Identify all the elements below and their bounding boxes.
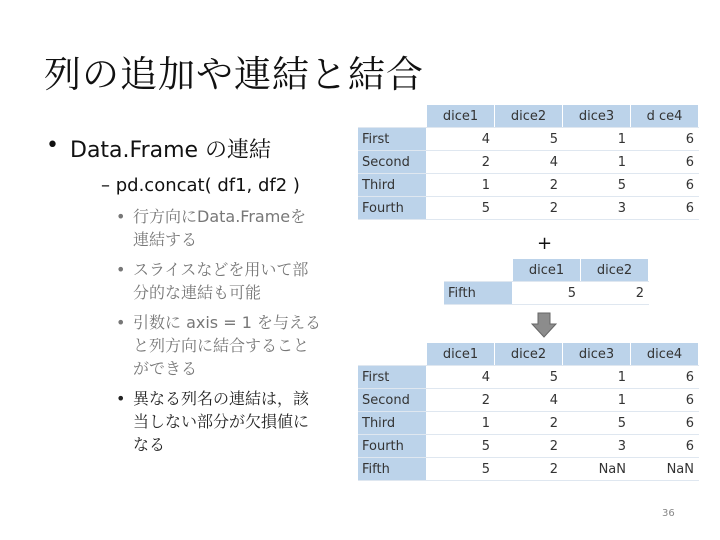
table-row <box>444 282 649 305</box>
sub-bullet-dot: • <box>116 260 126 279</box>
row-label: Fifth <box>444 282 513 305</box>
table-corner-cell <box>358 105 427 128</box>
column-header: dice4 <box>631 343 699 366</box>
table-cell: 5 <box>427 458 495 481</box>
table-cell: 5 <box>563 412 631 435</box>
bullet-dot: • <box>46 133 59 158</box>
table-header-row <box>444 259 649 282</box>
row-label: Third <box>358 174 427 197</box>
table-cell: 1 <box>563 151 631 174</box>
table-row <box>358 151 699 174</box>
table-cell: 6 <box>631 389 699 412</box>
sub-bullet-text: 行方向にData.Frameを 連結する <box>133 207 307 249</box>
table-cell: 2 <box>495 412 563 435</box>
plus-sign: + <box>537 233 553 254</box>
bullet-sub: – pd.concat( df1, df2 ) <box>101 175 300 196</box>
table-row <box>358 197 699 220</box>
df1-table <box>358 105 699 220</box>
slide-title: 列の追加や連結と結合 <box>44 53 424 96</box>
table-cell: 1 <box>563 128 631 151</box>
table-cell: 1 <box>563 389 631 412</box>
table-cell: 6 <box>631 366 699 389</box>
table-cell: 3 <box>563 197 631 220</box>
table-row <box>358 174 699 197</box>
df2-table <box>444 259 649 305</box>
sub-bullet-dot: • <box>116 207 126 226</box>
row-label: Fourth <box>358 197 427 220</box>
table-cell: 5 <box>513 282 581 305</box>
table-row <box>358 366 699 389</box>
table-cell: 2 <box>427 151 495 174</box>
table-cell: 2 <box>495 197 563 220</box>
sub-bullet-dot: • <box>116 313 126 332</box>
table-corner-cell <box>444 259 513 282</box>
table-cell: 5 <box>563 174 631 197</box>
table-cell: 2 <box>427 389 495 412</box>
table-cell: 1 <box>427 174 495 197</box>
table-row <box>358 458 699 481</box>
row-label: Fifth <box>358 458 427 481</box>
table-cell: 4 <box>495 389 563 412</box>
column-header: dice3 <box>563 343 631 366</box>
column-header: dice1 <box>427 105 495 128</box>
table-cell: NaN <box>631 458 699 481</box>
table-row <box>358 128 699 151</box>
sub-bullet-text: 引数に axis = 1 を与える と列方向に結合すること ができる <box>133 313 321 378</box>
table-cell: 5 <box>427 435 495 458</box>
table-cell: 6 <box>631 151 699 174</box>
table-header-row <box>358 343 699 366</box>
table-cell: NaN <box>563 458 631 481</box>
column-header: dice2 <box>495 343 563 366</box>
table-cell: 4 <box>427 366 495 389</box>
table-row <box>358 389 699 412</box>
column-header: dice2 <box>495 105 563 128</box>
column-header: dice2 <box>581 259 649 282</box>
table-cell: 4 <box>495 151 563 174</box>
row-label: Third <box>358 412 427 435</box>
table-cell: 6 <box>631 128 699 151</box>
sub-bullet-text: スライスなどを用いて部 分的な連結も可能 <box>133 260 309 302</box>
table-cell: 6 <box>631 412 699 435</box>
table-cell: 5 <box>427 197 495 220</box>
table-cell: 1 <box>563 366 631 389</box>
row-label: Second <box>358 151 427 174</box>
table-header-row <box>358 105 699 128</box>
column-header: d ce4 <box>631 105 699 128</box>
column-header: dice3 <box>563 105 631 128</box>
table-cell: 2 <box>495 174 563 197</box>
sub-bullet-text: 異なる列名の連結は，該 当しない部分が欠損値に なる <box>133 389 310 454</box>
table-cell: 5 <box>495 128 563 151</box>
table-cell: 6 <box>631 435 699 458</box>
table-cell: 6 <box>631 197 699 220</box>
row-label: Fourth <box>358 435 427 458</box>
table-cell: 2 <box>495 458 563 481</box>
table-cell: 3 <box>563 435 631 458</box>
row-label: Second <box>358 389 427 412</box>
concat-result-table <box>358 343 699 481</box>
table-cell: 6 <box>631 174 699 197</box>
sub-bullet-dot: • <box>116 389 126 408</box>
down-arrow-icon <box>531 312 557 338</box>
table-cell: 5 <box>495 366 563 389</box>
row-label: First <box>358 366 427 389</box>
table-cell: 2 <box>581 282 649 305</box>
table-cell: 4 <box>427 128 495 151</box>
table-corner-cell <box>358 343 427 366</box>
bullet-main: Data.Frame の連結 <box>70 138 272 163</box>
table-cell: 1 <box>427 412 495 435</box>
column-header: dice1 <box>427 343 495 366</box>
table-cell: 2 <box>495 435 563 458</box>
table-row <box>358 435 699 458</box>
page-number: 36 <box>662 508 675 519</box>
row-label: First <box>358 128 427 151</box>
column-header: dice1 <box>513 259 581 282</box>
table-row <box>358 412 699 435</box>
